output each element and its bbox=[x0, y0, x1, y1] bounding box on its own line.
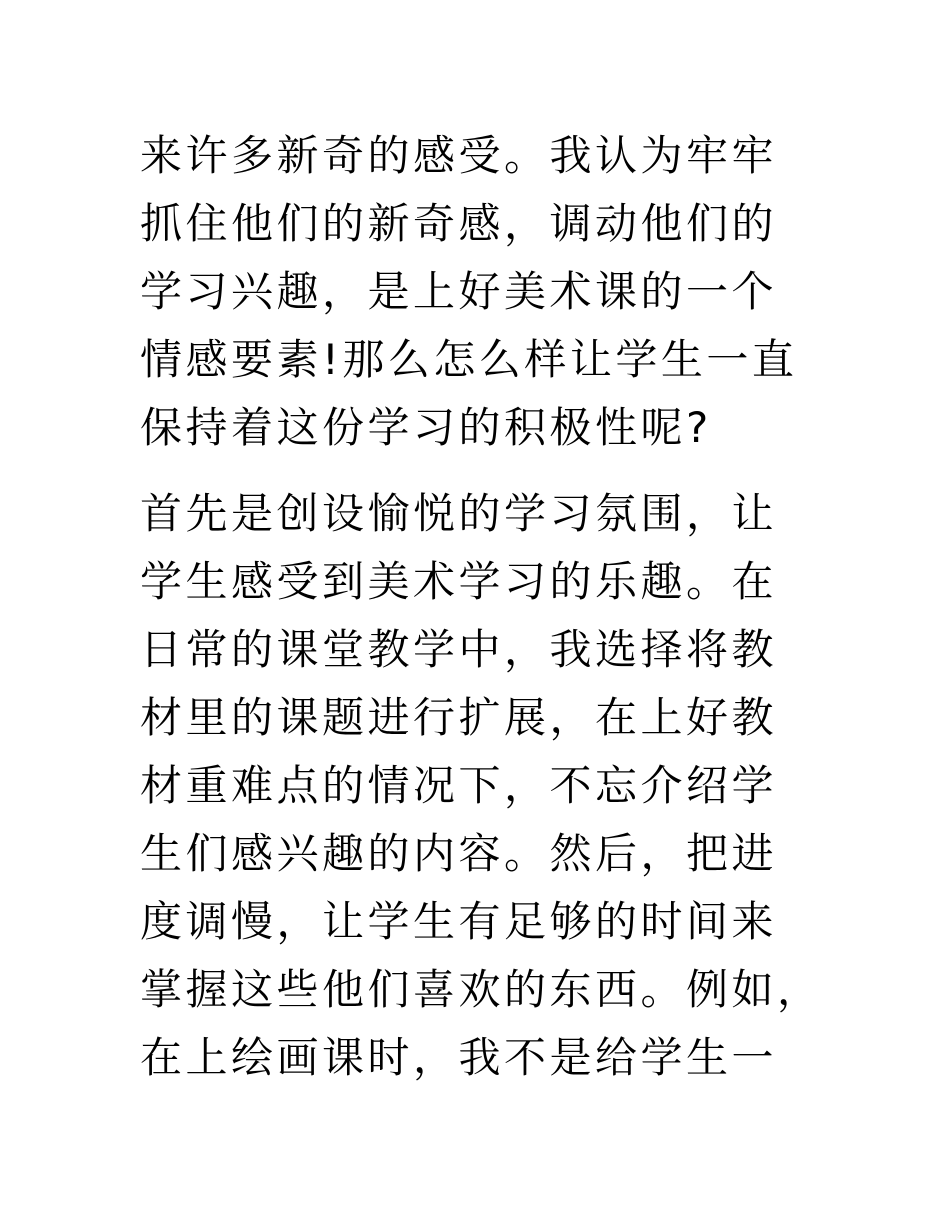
text-line: 来许多新奇的感受。我认为牢牢 bbox=[140, 131, 778, 180]
text-line: 材里的课题进行扩展，在上好教 bbox=[140, 693, 778, 742]
paragraph-1 bbox=[140, 122, 840, 462]
text-line: 首先是创设愉悦的学习氛围，让 bbox=[140, 489, 778, 538]
text-line: 在上绘画课时，我不是给学生一 bbox=[140, 1033, 778, 1082]
text-line: 情感要素!那么怎么样让学生一直 bbox=[140, 335, 798, 384]
text-line: 掌握这些他们喜欢的东西。例如， bbox=[140, 965, 823, 1014]
text-line: 材重难点的情况下，不忘介绍学 bbox=[140, 761, 778, 810]
text-line: 学生感受到美术学习的乐趣。在 bbox=[140, 557, 778, 606]
text-line: 保持着这份学习的积极性呢? bbox=[140, 403, 712, 452]
text-line: 日常的课堂教学中，我选择将教 bbox=[140, 625, 778, 674]
text-line: 学习兴趣，是上好美术课的一个 bbox=[140, 267, 778, 316]
text-line: 生们感兴趣的内容。然后，把进 bbox=[140, 829, 778, 878]
text-line: 抓住他们的新奇感，调动他们的 bbox=[140, 199, 778, 248]
paragraph-2 bbox=[140, 480, 840, 1092]
text-line: 度调慢，让学生有足够的时间来 bbox=[140, 897, 778, 946]
